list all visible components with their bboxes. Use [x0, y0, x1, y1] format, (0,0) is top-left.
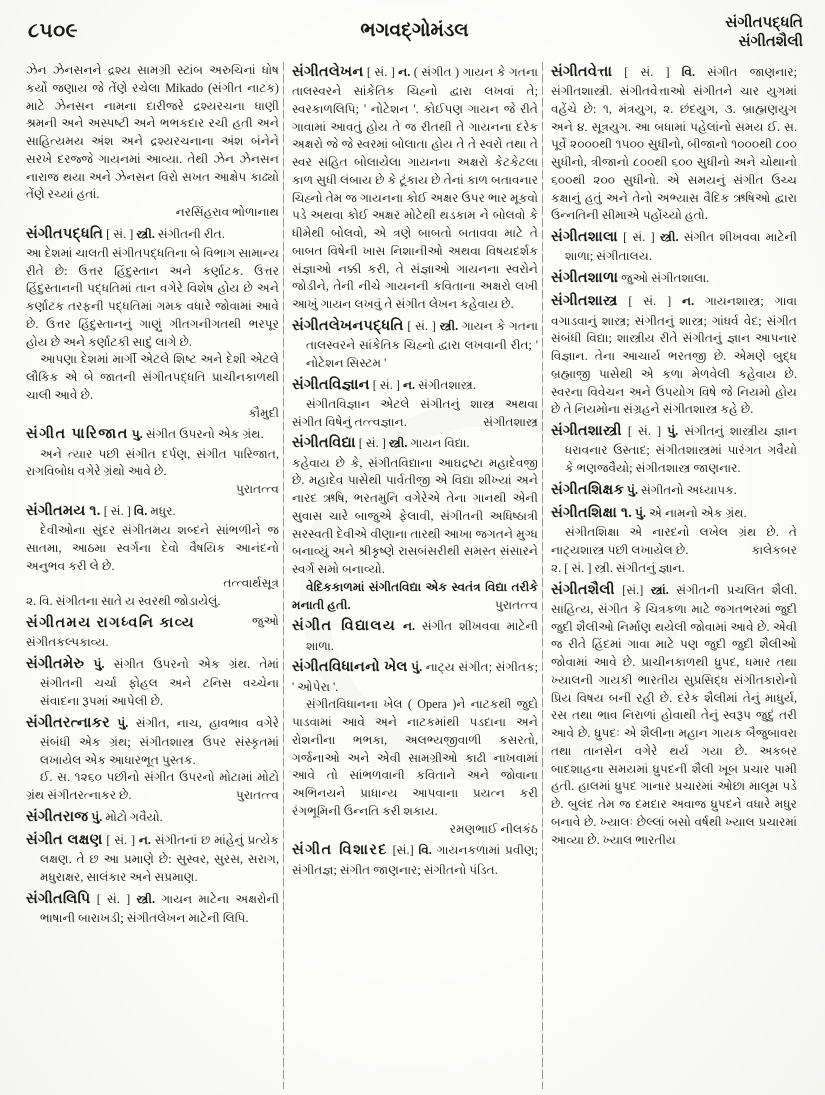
definition-text: સંગીત, નાચ, હાવભાવ વગેરે સંબંધી એક ગ્રંથ; સંગીતશાસ્ત્ર ઉપર સંસ્કૃતમાં લખાયેલ એક આધારભૂત પુસ્તક. [40, 715, 280, 767]
headword: સંગીતશાસ્ત્ર [551, 293, 618, 310]
entry-head-line [26, 889, 279, 928]
page-number: ૮૫૦૯ [28, 20, 79, 42]
headword: સંગીતમય ૧. [26, 502, 101, 519]
definition-text: ગાયનકળામાં પ્રવીણ; સંગીતજ્ઞ; સંગીત જાણનાર; સંગીતનો પંડિત. [292, 843, 539, 877]
grammar-label: પું. [117, 715, 129, 730]
entry-head-line [292, 316, 538, 373]
definition-text: ગાયન કે ગતના તાલસ્વરને સાંકેતિક ચિહ્નો દ્વારા લખવાની રીત; ' નોટેશન સિસ્ટમ ' [306, 318, 539, 370]
dictionary-entry [292, 375, 538, 432]
etymology-bracket: [ સં. ] [627, 424, 662, 439]
grammar-label: ન. [402, 619, 416, 634]
dictionary-entry [292, 840, 538, 879]
quote-source: કૌમુદી [248, 405, 279, 420]
quote-text: સંગીતવિજ્ઞાન એટલે સંગીતનું શાસ્ત્ર અથવા સંગીત વિષેનું તત્ત્વજ્ઞાન. [292, 396, 538, 429]
column-3 [544, 62, 803, 1089]
entry-head-line [26, 654, 279, 711]
dictionary-entry [26, 424, 279, 498]
entry-head-line [551, 291, 797, 419]
dictionary-entry [292, 657, 538, 838]
definition-text: સંગીતની પ્રચલિત શૈલી. સાહિત્ય, સંગીત કે ચિત્રકળા માટે જગતભરમાં જુદી જુદી શૈલીઓ નિર્માણ થયેલી જોવામાં આવે છે. એવી જ રીતે હિંદમાં ગાવા માટે પણ જુદી જુદી શૈલીઓ જોવામાં આવે છે. પ્રાચીનકાળથી ધ્રુપદ, ધમાર તથા ખ્યાલની ગાયકી ભારતીય સુપ્રસિદ્ધ સંગીતકારોનો પ્રિય વિષય બની રહી છે. દરેક શૈલીમાં તેનું માધુર્ય, રસ તથા ભાવ નિરાળાં હોવાથી તેનું સ્વરૂપ જુદું તરી આવે છે. ધ્રુપદઃ એ શૈલીના મહાન ગાયક બૈજુબાવરા તથા તાનસેન વગેરે થર્ય ગયા છે. અકબર બાદશાહના સમયમાં ધ્રુપદની શૈલી ખૂબ પ્રચાર પામી હતી. હાલમાં ધ્રુપદ ગાનાર પ્રચારમાં ઓછા માલૂમ પડે છે. બુલંદ તેમ જ દમદાર અવાજ ધ્રુપદને વધારે મધુર બનાવે છે. ખ્યાલઃ છેલ્લાં બસો વર્ષથી ખ્યાલ પ્રચારમાં આવ્યા છે. ખ્યાલ ભારતીય [551, 582, 797, 847]
definition-text: સંગીતની રીત. [157, 226, 225, 241]
dictionary-entry [551, 62, 797, 225]
entry-quote: સંગીતવિધાનના ખેલ ( Opera )ને નાટકથી જુદો પાડવામાં આવે અને નાટકમાંથી પડદાના અને રોશનીના ભભકા, અલભ્યજીવાળી કસરતો, ગર્જનાઓ અને એવી સામગ્રીઓ કાઢી નાખવામાં આવે તો સાંભળવાની કવિતાને અને જોવાના અભિનયને પ્રાધાન્ય આપવાના પ્રયત્ન કરી રંગભૂમિની ઉન્નતિ કરી શકાય. [292, 697, 538, 818]
etymology-bracket: [ સં. ] [628, 294, 672, 309]
entry-head-line [551, 421, 797, 478]
definition-text: સંગીતનું શાસ્ત્રીય જ્ઞાન ધરાવનાર ઉસ્તાદ; સંગીતશાસ્ત્રમાં પારંગત ગવૈયો કે ભણજવૈયો; સંગીતશાસ્ત્ર જાણનાર. [565, 424, 798, 476]
definition-text: સંગીતનો અધ્યાપક. [641, 482, 737, 497]
quote-source: તત્ત્વાર્થસૂત્ર [223, 576, 279, 591]
entry-sense-2: ૨. વિ. સંગીતના સાતે ય સ્વરથી જોડાયેલું. [26, 594, 221, 609]
headword: સંગીતશિક્ષા ૧. [551, 505, 633, 522]
etymology-bracket: [સં.] [392, 843, 414, 858]
entry-head-line [551, 268, 797, 289]
entry-head-line [26, 713, 279, 770]
definition-text: સંગીતશાસ્ત્ર. [418, 377, 476, 392]
etymology-bracket: [ સં. ] [407, 318, 436, 333]
quote-source: સંગીતશાસ્ત્ર [483, 414, 538, 429]
entry-quote: દેવીઓના સુંદર સંગીતમય શબ્દને સાંભળીને જ સાતમા, આઠમા સ્વર્ગના દેવો વૈષયિક આનંદનો અનુભવ કરી લે છે. [26, 523, 279, 573]
running-head [725, 14, 803, 52]
headword: સંગીતમય રાગધ્વનિ કાવ્ય [26, 614, 196, 631]
headword: સંગીતવેત્તા [551, 64, 613, 80]
headword: સંગીતલેખનપદ્ધતિ [292, 317, 404, 334]
headword: સંગીતમેરુ [26, 655, 85, 672]
etymology-bracket: [ સં. ] [103, 503, 131, 518]
dictionary-entry [551, 291, 797, 419]
definition-text: સંગીત જાણનાર; સંગીતશાસ્ત્રી. [551, 65, 798, 99]
entry-head-line [26, 424, 279, 445]
continued-entry [26, 62, 279, 222]
entry-quote: આપણા દેશમાં માર્ગી એટલે શિષ્ટ અને દેશી એટલે લૌકિક એ બે જાતની સંગીતપદ્ધતિ પ્રાચીનકાળથી ચાલી આવે છે. [26, 352, 279, 402]
entry-head-line [551, 480, 797, 501]
headword: સંગીતવિજ્ઞાન [292, 376, 370, 393]
definition-text: નાટ્ય સંગીત; સંગીતક; ' ઓપેરા '. [292, 660, 539, 694]
grammar-label: સ્ત્રી. [388, 436, 408, 451]
definition-text: સંગીત શીખવવા માટેની શાળા; સંગીતાલય. [565, 230, 798, 264]
definition-text: સંગીત ઉપરનો એક ગ્રંથ. [145, 427, 264, 442]
grammar-label: વિ. [133, 503, 148, 518]
quote-text: વેદિકકાળમાં સંગીતવિદ્યા એક સ્વતંત્ર વિદ્યા તરીકે મનાતી હતી. [292, 579, 538, 612]
entry-head-line [26, 501, 279, 522]
definition-text: સંગીતનાં છ માંહેનું પ્રત્યેક લક્ષણ. તે છ આ પ્રમાણે છે: સુસ્વર, સુરસ, સરાગ, મધુરાક્ષર, સાલંકાર અને સપ્રમાણ. [40, 833, 280, 884]
see-also-label: જુઓ [621, 271, 649, 286]
see-also-target: સંગીતકલ્પકાવ્ય. [26, 635, 109, 650]
definition-text: ( સંગીત ) ગાયન કે ગતના તાલસ્વરને સાંકેતિક ચિહ્નો દ્વારા લખવાં તે; સ્વરકાળલિપિ; ' નોટેશન '. કોઈપણ ગાયન જે રીતે ગાવામાં આવતું હોય તે જ રીતથી તે ગાયનના દરેક અક્ષરો જે જે સ્વરમાં બોલાતા હોય તે તે સ્વરો તથા તે સ્વર સહિત બોલાયેલા ગાયનના અક્ષરો કેટકેટલા કાળ સુધી લંબાય છે કે ટૂંકાય છે તેનાં કાળ બતાવનાર ચિહ્નો તેમ જ ગાયનના કોઈ અક્ષર ઉપર ભાર મૂકવો પડે અથવા કોઈ અક્ષર મોટેથી થડકામ ને બોલવો કે ધીમેથી બોલવો, એ ત્રણે બાબતો બતાવવા માટે તે બાબત વિષેની ખાસ નિશાનીઓ અથવા વિષયદર્શક સંજ્ઞાઓ નક્કી કરી, તે સંજ્ઞાઓ ગાયનના સ્વરોને જોડીને, તેની નીચે ગાયનની કવિતાના અક્ષરો લખી આખું ગાયન લખવું તે સંગીત લેખન કહેવાય છે. [292, 65, 539, 312]
headword: સંગીતશાલા [551, 229, 618, 246]
entry-head-line [551, 580, 797, 850]
entry-head-line [292, 616, 538, 655]
running-head-line-2: સંગીતશૈલી [738, 33, 803, 50]
etymology-bracket: [ સં. ] [106, 833, 136, 848]
grammar-label: ન. [138, 833, 151, 848]
dictionary-entry [26, 224, 279, 423]
etymology-bracket: [ સં. ] [358, 436, 386, 451]
grammar-label: પું. [91, 809, 103, 824]
etymology-bracket: [ સં. ] [106, 226, 134, 241]
headword: સંગીતશૈલી [551, 581, 615, 598]
headword: સંગીતશાસ્ત્રી [551, 423, 622, 440]
entry-head-line [26, 830, 279, 887]
citation-source: નરસિંહરાવ ભોળાનાથ [175, 205, 279, 219]
entry-head-line [551, 62, 797, 225]
grammar-label: સ્ત્રી. [659, 230, 679, 245]
headword: સંગીતરાજ [26, 808, 89, 825]
quote-source: પુરાતત્ત્વ [235, 482, 279, 497]
grammar-label: પું. [411, 660, 423, 675]
grammar-label: સ્ત્રી. [439, 318, 459, 333]
entry-quote [26, 769, 279, 805]
dictionary-entry [26, 713, 279, 805]
quote-text: સંગીતશિક્ષા એ નારદનો લખેલ ગ્રંથ છે. તે નાટ્યશાસ્ત્ર પછી લખાયેલ છે. [551, 525, 797, 558]
definition-text: મોટો ગવૈયો. [105, 809, 163, 824]
grammar-label: સ્ત્રી. [136, 226, 155, 241]
dictionary-entry [26, 654, 279, 711]
entry-head-line [292, 657, 538, 696]
etymology-bracket: [સં.] [622, 582, 644, 597]
definition-text: મધુર. [150, 503, 176, 518]
dictionary-entry [292, 616, 538, 655]
grammar-label: ન. [402, 377, 416, 392]
book-title: ભગવદ્ગોમંડલ [360, 20, 469, 41]
grammar-label: પું. [635, 506, 647, 521]
entry-body: સંગીતવેત્તાઓ સંગીતને ચાર યુગમાં વહેંચે છે: ૧, મંત્રયુગ, ૨. છંદયુગ, ૩. બ્રાહ્મણયુગ અને ૪. સૂત્રયુગ. આ બધામાં પહેલાંનો સમય ઈ. સ. પૂર્વે ૨૦૦૦થી ૧૫૦૦ સુધીનો, બીજાનો ૧૦૦૦થી ૮૦૦ સુધીનો, ત્રીજાનો ૮૦૦થી ૬૦૦ સુધીનો અને ચોથાનો ૬૦૦થી ૨૦૦ સુધીનો. એ સમયનું સંગીત ઉચ્ચ કક્ષાનું હતું અને તેનો અભ્યાસ વૈદિક ઋષિઓ દ્વારા ઉન્નતિની સીમાએ પહોંચ્યો હતો. [551, 84, 798, 223]
entry-head-line [292, 840, 538, 879]
dictionary-entry [551, 227, 797, 266]
grammar-label: પું. [93, 656, 105, 671]
headword: સંગીતલિપિ [26, 890, 91, 907]
grammar-label: વિ. [418, 843, 432, 858]
headword: સંગીતપદ્ધતિ [26, 225, 104, 242]
headword: સંગીતલેખન [292, 64, 364, 80]
quote-source: પુરાતત્ત્વ [494, 597, 538, 612]
definition-text: ગાયનશાસ્ત્ર; ગાવા વગાડવાનું શાસ્ત્ર; સંગીતનું શાસ્ત્ર; ગાંધર્વ વેદ; સંગીત સંબંધી વિદ્યા; શાસ્ત્રીય રીતે સંગીતનું જ્ઞાન આપનાર વિજ્ઞાન. તેના આચાર્ય ભરતજી છે. એમણે બુદ્ધ બ્રહ્માજી પાસેથી એ કળા મેળવેલી કહેવાય છે. સ્વરના વિવેચન અને ઉપયોગ વિષે જે નિયમો હોય છે તે નિયમોના સંગ્રહને સંગીતશાસ્ત્ર કહે છે. [551, 294, 798, 417]
entry-head-line [26, 807, 279, 828]
dictionary-entry [551, 480, 797, 501]
page-header [26, 14, 803, 60]
etymology-bracket: [ સં. ] [623, 230, 655, 245]
etymology-bracket: [ સં. ] [366, 65, 395, 79]
see-also-target: સંગીતશાલા. [651, 271, 710, 286]
definition-text: એ નામનો એક ગ્રંથ. [649, 506, 747, 521]
headword: સંગીતરત્નાકર [26, 714, 110, 731]
dictionary-entry [26, 807, 279, 828]
quote-source: કાલેકબર [751, 543, 797, 558]
entry-body: આ દેશમાં ચાલતી સંગીતપદ્ધતિના બે વિભાગ સામાન્ય રીતે છે: ઉત્તર હિંદુસ્તાન અને કર્ણાટક. ઉત્તર હિંદુસ્તાનની પદ્ધતિમાં તાન વગેરે વિશેષ હોય છે અને કર્ણાટક તરફની પદ્ધતિમાં ગમક વધારે જોવામાં આવે છે. ઉત્તર હિંદુસ્તાનનું ગાણું ગીતગનીગતથી ભરપૂર હોય છે અને કર્ણાટકી સાદું લાગે છે. [26, 245, 279, 349]
entry-quote [551, 524, 797, 560]
grammar-label: પુ. [131, 427, 143, 442]
headword: સંગીતશાળા [551, 270, 619, 287]
quote-text: ઈ. સ. ૧૨૬૦ પછીનો સંગીત ઉપરનો મોટામાં મોટો ગ્રંથ સંગીતરત્નાકર છે. [26, 770, 279, 803]
quote-source: રમણભાઈ નીલકંઠ [449, 821, 538, 836]
dictionary-entry [551, 580, 797, 850]
entry-head-line [292, 375, 538, 396]
entry-head-line [26, 224, 279, 245]
definition-text: સંગીત શીખવવા માટેની શાળા. [306, 619, 539, 653]
etymology-bracket: [ સં. ] [96, 891, 131, 906]
grammar-label: ન. [681, 294, 695, 309]
headword: સંગીત પારિજાત [26, 426, 129, 443]
etymology-bracket: [ સં. ] [372, 377, 400, 392]
dictionary-entry [26, 889, 279, 928]
headword: સંગીત વિશારદ [292, 842, 388, 859]
entry-head-line [292, 62, 538, 314]
entry-body: કહેવાય છે કે, સંગીતવિદ્યાના આઘદ્રષ્ટા મહાદેવજી છે. મહાદેવ પાસેથી પાર્વતીજી એ વિદ્યા શીખ્યાં અને નારદ ઋષિ, ભરતમુનિ વગેરેએ તેના ગાનથી એની સુવાસ ચારે બાજુએ ફેલાવી, સંગીતની અધિષ્ઠાત્રી સરસ્વતી દેવીએ વીણાના તારથી આખા જગતને મુગ્ધ બનાવ્યું અને શ્રીકૃષ્ણે રાસબંસરીથી સમસ્ત સંસારને સ્વર્ગ સમો બનાવ્યો. [292, 455, 538, 577]
grammar-label: પું. [627, 482, 638, 497]
grammar-label: પું. [667, 424, 679, 439]
entry-quote [292, 579, 538, 615]
dictionary-entry [292, 62, 538, 314]
text-columns [26, 62, 803, 1089]
entry-sense-2: ૨. [ સં. ] સ્ત્રી. સંગીતનું જ્ઞાન. [551, 560, 685, 575]
headword: સંગીતવિદ્યા [292, 435, 356, 452]
entry-head-line [292, 433, 538, 454]
entry-quote: અને ત્યાર પછી સંગીત દર્પણ, સંગીત પારિજાત, રાગવિબોધ વગેરે ગ્રંથો આવે છે. [26, 446, 279, 479]
headword: સંગીત વિદ્યાલય [292, 618, 397, 635]
entry-head-line [26, 613, 279, 634]
entry-quote [292, 396, 538, 432]
column-1 [26, 62, 285, 1089]
dictionary-entry [26, 830, 279, 887]
grammar-label: વિ. [681, 65, 696, 79]
running-head-line-1: સંગીતપદ્ધતિ [725, 15, 803, 31]
headword: સંગીતશિક્ષક [551, 481, 624, 498]
grammar-label: ન. [398, 65, 411, 79]
column-2 [285, 62, 544, 1089]
definition-text: ગાયન વિદ્યા. [410, 436, 470, 451]
etymology-bracket: [ સં. ] [624, 65, 670, 79]
dictionary-entry [26, 613, 279, 652]
see-also-label: જુઓ [251, 613, 279, 628]
headword: સંગીતવિધાનનો ખેલ [292, 659, 408, 676]
dictionary-entry [292, 433, 538, 614]
dictionary-entry [551, 503, 797, 577]
dictionary-entry [292, 316, 538, 373]
grammar-label: સ્ત્રી. [136, 891, 155, 906]
headword: સંગીત લક્ષણ [26, 832, 103, 849]
dictionary-entry [551, 268, 797, 289]
grammar-label: સ્ત્રાં. [650, 582, 669, 597]
dictionary-entry [26, 501, 279, 611]
entry-head-line [551, 503, 797, 524]
definition-text: ગાયન માટેના અક્ષરોની ભાષાની બારાખડી; સંગીતલેખન માટેની લિપિ. [40, 891, 280, 925]
continued-paragraph: ઝેન ઝેનસનને દ્રશ્ય સામગ્રી સ્ટાંબ અરુચિનાં ધોષ કર્યો જણાય જે તેંણે રચેલા Mikado (સંગીત નાટક) માટે ઝેનસન નામના દારીજરે દ્રશ્યરચના ધાણી શ્રમની અને અસ્પષ્ટી અને ભભકદાર રચી હતી અને સાહિત્યમય અંશ અને દ્રશ્યરચનાના અંશ બંનેને સરખે દરજ્જે ગાયનમાં આવ્યા. તેથી ઝેન ઝેનસન નારાજ થયા અને ઝેનસન વિરો સખત આક્ષેપ કાઢ્યો તેંણે રચ્યાં હતાં. [26, 63, 279, 202]
dictionary-entry [551, 421, 797, 478]
quote-source: પુરાતત્ત્વ [235, 788, 279, 803]
entry-head-line [551, 227, 797, 266]
definition-text: સંગીત ઉપરનો એક ગ્રંથ. તેમાં સંગીતની ચર્ચા ફોહલ અને ટનિસ વચ્ચેના સંવાદના રૂપમાં આપેલી છે. [40, 656, 280, 708]
